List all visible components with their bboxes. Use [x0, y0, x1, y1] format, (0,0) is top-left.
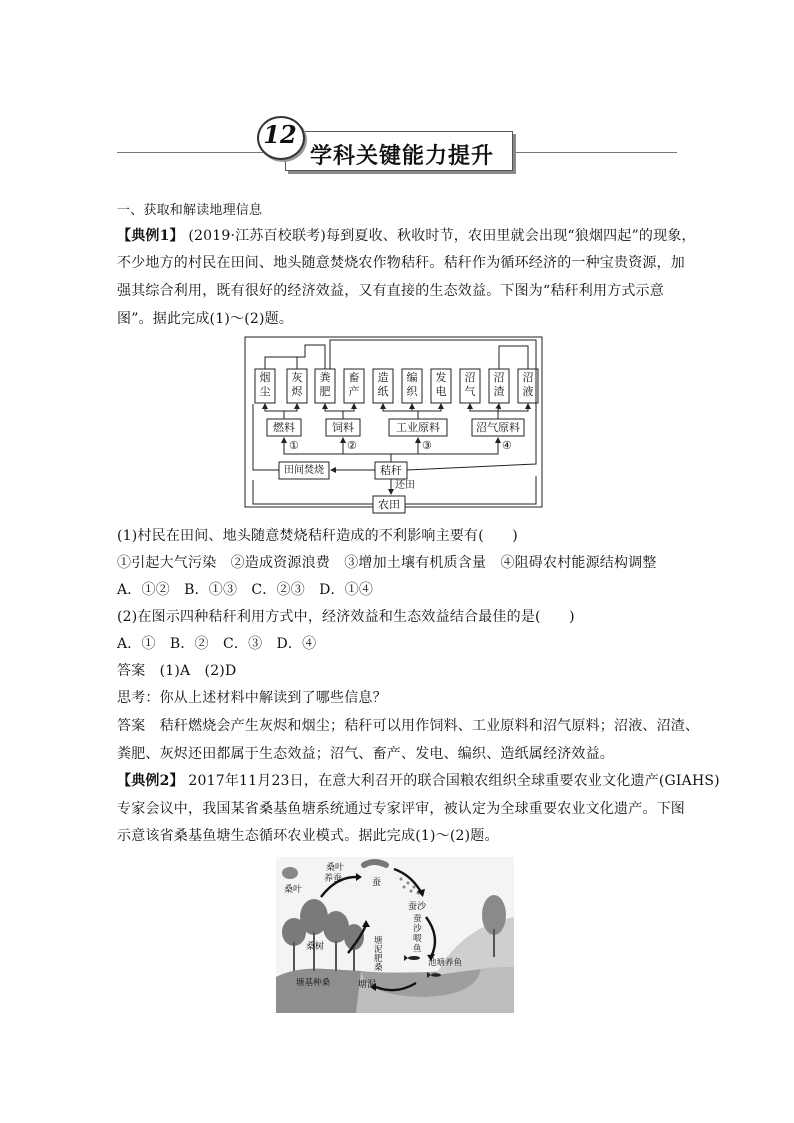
product-label-3: 畜产 [348, 371, 360, 398]
q1-options: A．①② B．①③ C．②③ D．①④ [117, 582, 374, 598]
use-label-3: 沼气原料 [476, 421, 520, 434]
fig2-label-mulberry: 桑树 [306, 942, 325, 952]
use-label-2: 工业原料 [396, 421, 440, 434]
burn-label: 田间焚烧 [284, 465, 324, 476]
header-number: 12 [263, 120, 297, 149]
answer-1: 答案 (1)A (2)D [117, 663, 237, 679]
svg-text:桑: 桑 [374, 963, 383, 973]
example1-text-3: 强其综合利用，既有很好的经济效益，又有直接的生态效益。下图为“秸秆利用方式示意 [117, 283, 664, 299]
marker-2: ② [347, 439, 357, 452]
example1-tag: 【典例1】 [117, 228, 184, 244]
thinking-prompt: 思考：你从上述材料中解读到了哪些信息？ [117, 690, 387, 706]
product-label-5: 编织 [406, 371, 418, 398]
fig2-label-feed-silkworm-2: 养蚕 [324, 874, 343, 884]
example1-text-4: 图”。据此完成(1)～(2)题。 [117, 311, 294, 327]
leaf-icon [282, 867, 298, 879]
fig2-label-silkworm: 蚕 [372, 878, 382, 888]
marker-1: ① [289, 439, 299, 452]
product-label-7: 沼气 [464, 371, 476, 398]
product-label-4: 造纸 [377, 371, 389, 398]
straw-label: 秸秆 [380, 464, 402, 477]
example2-line1 [117, 771, 720, 791]
svg-text:蚕: 蚕 [413, 914, 422, 924]
svg-text:鱼: 鱼 [413, 944, 422, 954]
answer-2-line1: 答案 秸秆燃烧会产生灰烬和烟尘；秸秆可以用作饲料、工业原料和沼气原料；沼液、沼渣、 [117, 718, 700, 734]
fig2-label-droppings: 蚕沙 [408, 902, 427, 912]
product-label-1: 灰烬 [291, 371, 303, 398]
q1-items: ①引起大气污染 ②造成资源浪费 ③增加土壤有机质含量 ④阻碍农村能源结构调整 [117, 555, 657, 571]
example2-text-1: 2017年11月23日，在意大利召开的联合国粮农组织全球重要农业文化遗产(GIAHS) [188, 773, 720, 789]
q2-options: A．① B．② C．③ D．④ [117, 636, 317, 652]
product-label-0: 烟尘 [259, 371, 271, 398]
fig2-label-dike: 塘基种桑 [296, 978, 331, 988]
product-label-9: 沼液 [522, 371, 534, 398]
product-label-8: 沼渣 [493, 371, 505, 398]
marker-4: ④ [502, 439, 512, 452]
svg-text:沙: 沙 [413, 924, 422, 934]
q1-stem: (1)村民在田间、地头随意焚烧秸秆造成的不利影响主要有( ) [117, 528, 518, 544]
page-title: 学科关键能力提升 [310, 144, 495, 169]
svg-text:肥: 肥 [374, 954, 383, 964]
example1-text-1: (2019·江苏百校联考)每到夏收、秋收时节，农田里就会出现“狼烟四起”的现象， [188, 228, 696, 244]
example2-text-2: 专家会议中，我国某省桑基鱼塘系统通过专家评审，被认定为全球重要农业文化遗产。下图 [117, 801, 685, 817]
mulberry-fishpond-diagram [276, 857, 514, 1013]
marker-3: ③ [422, 439, 432, 452]
svg-text:泥: 泥 [374, 945, 383, 955]
answer-2-line2: 粪肥、灰烬还田都属于生态效益；沼气、畜产、发电、编织、造纸属经济效益。 [117, 746, 614, 762]
silkworm-icon [364, 862, 386, 865]
fig2-label-pond: 池塘养鱼 [428, 958, 463, 968]
return-label: 还田 [395, 480, 415, 491]
product-label-6: 发电 [435, 371, 447, 398]
use-label-0: 燃料 [273, 421, 295, 434]
example2-text-3: 示意该省桑基鱼塘生态循环农业模式。据此完成(1)～(2)题。 [117, 828, 499, 844]
svg-text:塘: 塘 [374, 936, 383, 946]
section-title: 一、获取和解读地理信息 [117, 203, 263, 218]
field-label: 农田 [378, 498, 400, 511]
fig2-label-mud: 塘泥 [358, 980, 377, 990]
product-label-2: 粪肥 [319, 371, 331, 398]
fig2-label-leaf: 桑叶 [284, 885, 303, 895]
fig2-label-feed-silkworm-1: 桑叶 [326, 863, 345, 873]
example2-tag: 【典例2】 [117, 773, 184, 789]
example1-text-2: 不少地方的村民在田间、地头随意焚烧农作物秸秆。秸秆作为循环经济的一种宝贵资源，加 [117, 255, 685, 271]
svg-text:喂: 喂 [413, 934, 422, 944]
use-label-1: 饲料 [332, 421, 354, 434]
q2-stem: (2)在图示四种秸秆利用方式中，经济效益和生态效益结合最佳的是( ) [117, 609, 575, 625]
